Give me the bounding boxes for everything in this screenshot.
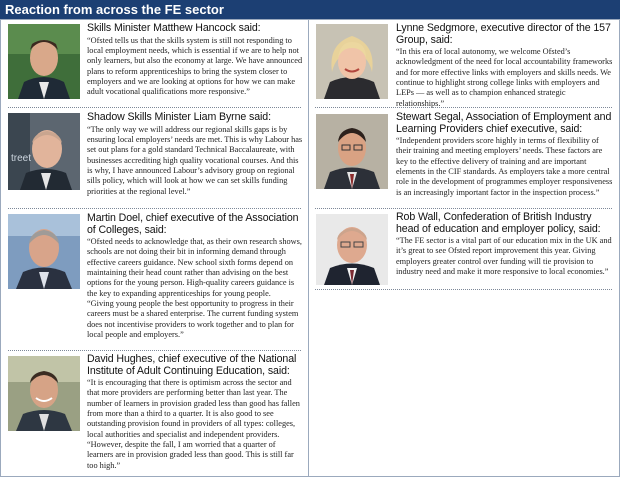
photo-hughes <box>8 356 80 431</box>
speaker-quote: “It is encouraging that there is optimism across the sector and that more providers are performing better than last year. The number of learners in provision graded less than good has fallen from more than a third to a quarter. It is also good to see outstanding provision found in providers of all types: colleges, local authorities and specialist and independent providers. <box>87 378 300 439</box>
photo-byrne <box>8 113 80 190</box>
speaker-quote-continued: “Giving young people the best opportunity to progress in their careers must be a shared enterprise. The current funding system does not incentivise providers to work together and to plan for local people and employers.” <box>87 299 299 340</box>
entry-wall <box>309 209 620 289</box>
speaker-name: Martin Doel, chief executive of the Association of Colleges, said: <box>87 212 299 236</box>
photo-segal <box>316 114 388 189</box>
photo-doel <box>8 214 80 289</box>
entry-doel <box>0 209 308 349</box>
speaker-quote: “Ofsted needs to acknowledge that, as their own research shows, schools are not doing their bit in informing demand through effective careers guidance. New school sixth forms depend on maintaining their head count rather than advising on the best options for the young person. High-quality careers guidance is the key to expanding apprenticeships for young people. <box>87 237 302 298</box>
speaker-quote: “The FE sector is a vital part of our education mix in the UK and it’s great to see Ofsted report improvement this year. Giving employers greater control over funding will tie provision to industry need and make it more responsive to local economies.” <box>396 236 612 277</box>
svg-text:treet: treet <box>11 153 32 164</box>
entry-text <box>87 112 303 197</box>
speaker-quote: “In this era of local autonomy, we welcome Ofsted’s acknowledgment of the need for local accountability frameworks and for more effective links with employers and skills needs. We continue to highlight strong college links with employers and LEPs — as well as to champion enhanced strategic relationships.” <box>396 47 613 108</box>
speaker-name: David Hughes, chief executive of the National Institute of Adult Continuing Education, said: <box>87 353 297 377</box>
speaker-quote-continued: “However, despite the fall, I am worried that a quarter of learners are in provision graded less than good. This is still far too high.” <box>87 440 294 470</box>
entry-hughes <box>0 351 308 476</box>
speaker-name: Skills Minister Matthew Hancock said: <box>87 22 261 34</box>
speaker-name: Shadow Skills Minister Liam Byrne said: <box>87 111 271 123</box>
entry-sedgmore <box>309 19 620 107</box>
entry-text <box>396 112 614 198</box>
section-title: Reaction from across the FE sector <box>5 2 224 17</box>
entry-text <box>396 212 614 277</box>
entry-text <box>87 23 303 98</box>
speaker-quote: “Independent providers score highly in terms of flexibility of their training and meeting employers’ needs. These factors are key to the effective delivery of training and are important elements in the CIF standards. As employers take a more central role in the development of programmes employer responsiveness is an increasingly important factor in the inspection process.” <box>396 136 613 197</box>
entry-text <box>396 23 614 109</box>
photo-sedgmore <box>316 24 388 99</box>
photo-wall <box>316 214 388 285</box>
section-header <box>0 0 620 19</box>
speaker-quote: “Ofsted tells us that the skills system is still not responding to local employment needs, which is essential if we are to help not only learners, but also the economy at large. We have announced plans to reform apprenticeships to bring the system closer to employers and we are looking at options for how we can make adult vocational qualifications more responsive.” <box>87 35 303 97</box>
entry-text <box>87 354 303 471</box>
entry-byrne <box>0 108 308 207</box>
entry-text <box>87 213 303 340</box>
speaker-name: Stewart Segal, Association of Employment and Learning Providers chief executive, said: <box>396 111 612 135</box>
entry-segal <box>309 108 620 207</box>
speaker-quote: “The only way we will address our regional skills gaps is by ensuring local employers’ needs are met. This is why Labour has set out plans for a gold standard Technical Baccalaureate, with businesses accrediting high quality vocational courses. And this is why, I have announced Labour’s advisory group on regional sills policy, which will look at how we can set skills funding priorities at the regional level.” <box>87 124 303 196</box>
entry-separator <box>315 289 612 290</box>
entry-hancock <box>0 19 308 107</box>
speaker-name: Lynne Sedgmore, executive director of the 157 Group, said: <box>396 22 611 46</box>
photo-hancock <box>8 24 80 99</box>
speaker-name: Rob Wall, Confederation of British Industry head of education and employer policy, said: <box>396 211 601 235</box>
